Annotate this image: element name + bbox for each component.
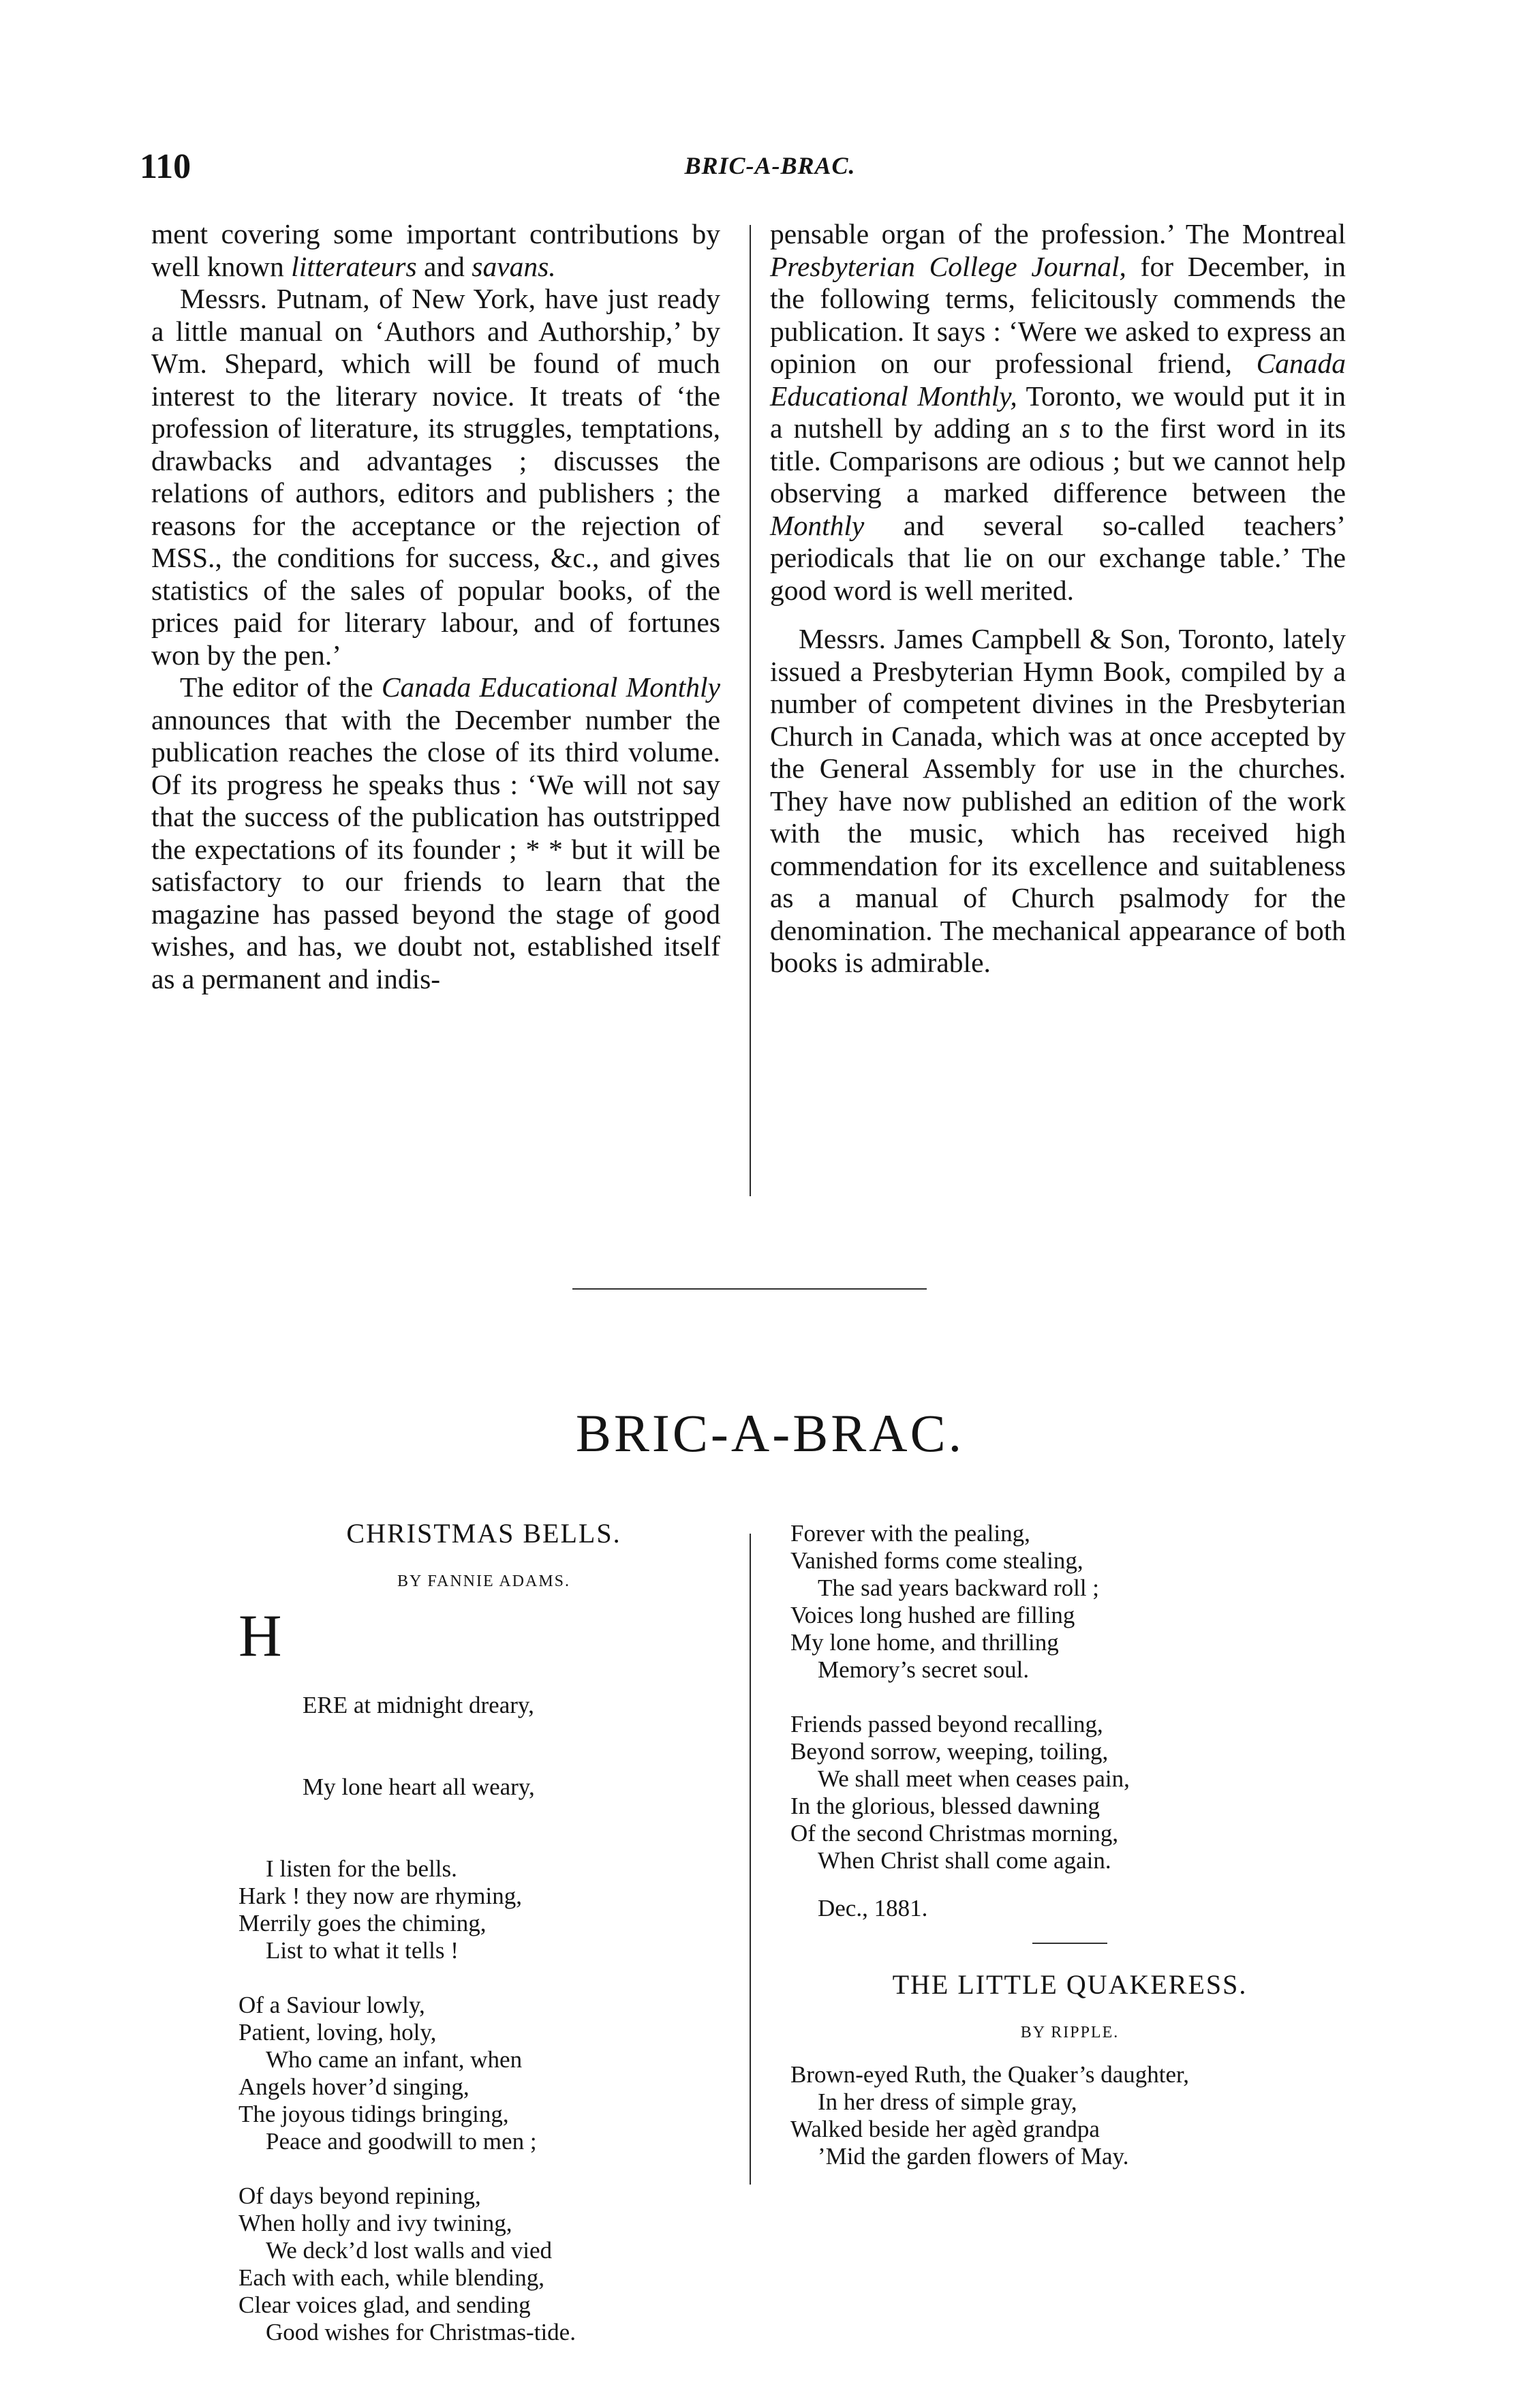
section-separator bbox=[572, 1288, 927, 1290]
poem-stanza bbox=[790, 1711, 1349, 1874]
poem-line: In the glorious, blessed dawning bbox=[790, 1793, 1100, 1819]
poem-stanza bbox=[790, 2061, 1349, 2170]
poem-line: Brown-eyed Ruth, the Quaker’s daughter, bbox=[790, 2061, 1190, 2088]
paragraph-continuation: ment covering some important contributions by well known litterateurs and savans. bbox=[151, 218, 720, 282]
column-divider bbox=[750, 225, 751, 1196]
poem-title: THE LITTLE QUAKERESS. bbox=[892, 1969, 1248, 2000]
poem-line: List to what it tells ! bbox=[266, 1937, 459, 1964]
poem-line: Angels hover’d singing, bbox=[238, 2073, 469, 2100]
paragraph-canada-monthly: The editor of the Canada Educational Monthly announces that with the December number the publication reaches the close of its third volume. Of its progress he speaks thus : ‘We will not say that the success of the publication has outstripped the expectations of its founder ; * * but it will be satisfactory to our friends to learn that the magazine has passed beyond the stage of good wishes, and has, we doubt not, established itself as a permanent and indis- bbox=[151, 671, 721, 994]
poem-stanza bbox=[238, 1603, 729, 1964]
poem-line: Forever with the pealing, bbox=[790, 1520, 1030, 1547]
poem-line: Patient, loving, holy, bbox=[238, 2019, 437, 2046]
section-title: BRIC-A-BRAC. bbox=[575, 1403, 965, 1463]
poem-line: When Christ shall come again. bbox=[818, 1847, 1111, 1874]
paragraph-journal-review: pensable organ of the profession.’ The Montreal Presbyterian College Journal, for December, in the following terms, felicitously commends the publication. It says : ‘Were we asked to express an opinion on our professional friend, Canada Educational Monthly, Toronto, we would put it in a nutshell by adding an s to the first word in its title. Comparisons are odious ; but we cannot help observing a marked difference between the Monthly and several so-called teachers’ periodicals that lie on our exchange table.’ The good word is well merited. bbox=[770, 218, 1346, 606]
poem-line: Of a Saviour lowly, bbox=[238, 1992, 425, 2018]
poem-line: In her dress of simple gray, bbox=[818, 2088, 1077, 2115]
poem-continuation-column bbox=[790, 1520, 1349, 2198]
page-number: 110 bbox=[140, 147, 191, 186]
poem-stanza bbox=[238, 2183, 729, 2346]
poem-title: CHRISTMAS BELLS. bbox=[346, 1518, 621, 1549]
right-column bbox=[770, 218, 1346, 979]
poem-line: Walked beside her agèd grandpa bbox=[790, 2116, 1100, 2142]
poem-line: Of days beyond repining, bbox=[238, 2183, 481, 2209]
poem-line: Of the second Christmas morning, bbox=[790, 1820, 1119, 1846]
poem-line: My lone home, and thrilling bbox=[790, 1629, 1059, 1656]
running-head: BRIC-A-BRAC. bbox=[684, 152, 856, 179]
poem-line: The sad years backward roll ; bbox=[818, 1575, 1100, 1601]
poem-date: Dec., 1881. bbox=[818, 1895, 928, 1921]
poem-line: We deck’d lost walls and vied bbox=[266, 2237, 552, 2264]
poem-line: Hark ! they now are rhyming, bbox=[238, 1883, 522, 1909]
poem-line: Clear voices glad, and sending bbox=[238, 2292, 531, 2318]
poem-line: Friends passed beyond recalling, bbox=[790, 1711, 1103, 1737]
poem-line: Beyond sorrow, weeping, toiling, bbox=[790, 1738, 1109, 1765]
poem-column-divider bbox=[750, 1534, 751, 2185]
paragraph-hymn-book: Messrs. James Campbell & Son, Toronto, lately issued a Presbyterian Hymn Book, compiled by a number of competent divines in the Presbyterian Church in Canada, which was at once accepted by the General Assembly for use in the churches. They have now published an edition of the work with the music, which has received high commendation for its excellence and suitableness as a manual of Church psalmody for the denomination. The mechanical appearance of both books is admirable. bbox=[770, 623, 1346, 978]
poem-line: ’Mid the garden flowers of May. bbox=[818, 2143, 1129, 2170]
poem-line: Voices long hushed are filling bbox=[790, 1602, 1075, 1628]
poem-line: I listen for the bells. bbox=[266, 1855, 457, 1882]
left-column bbox=[151, 218, 720, 995]
poem-line: Vanished forms come stealing, bbox=[790, 1547, 1083, 1574]
poem-christmas-bells bbox=[238, 1520, 729, 2373]
poem-stanza bbox=[238, 1992, 729, 2155]
poem-author: BY RIPPLE. bbox=[1020, 2024, 1120, 2041]
poem-line: ERE at midnight dreary, bbox=[303, 1692, 534, 1718]
poem-line: Each with each, while blending, bbox=[238, 2264, 545, 2291]
poem-line: We shall meet when ceases pain, bbox=[818, 1765, 1130, 1792]
poem-line: Who came an infant, when bbox=[266, 2046, 523, 2073]
poem-separator bbox=[1032, 1943, 1107, 1944]
poem-line: Peace and goodwill to men ; bbox=[266, 2128, 537, 2155]
poem-author: BY FANNIE ADAMS. bbox=[397, 1572, 571, 1590]
paragraph-putnam: Messrs. Putnam, of New York, have just ready a little manual on ‘Authors and Authorship,’ by Wm. Shepard, which will be found of much interest to the literary novice. It treats of ‘the profession of literature, its struggles, temptations, drawbacks and advantages ; discusses the relations of authors, editors and publishers ; the reasons for the acceptance or the rejection of MSS., the conditions for success, &c., and gives statistics of the sales of popular books, of the prices paid for literary labour, and of fortunes won by the pen.’ bbox=[151, 283, 720, 671]
poem-first-lines bbox=[238, 1603, 729, 1855]
poem-line: My lone heart all weary, bbox=[303, 1774, 535, 1800]
drop-cap: H bbox=[238, 1603, 282, 1669]
poem-line: Good wishes for Christmas-tide. bbox=[266, 2319, 576, 2345]
poem-line: The joyous tidings bringing, bbox=[238, 2101, 509, 2127]
poem-stanza bbox=[790, 1520, 1349, 1684]
poem-line: Merrily goes the chiming, bbox=[238, 1910, 487, 1936]
poem-line: Memory’s secret soul. bbox=[818, 1656, 1030, 1683]
poem-line: When holly and ivy twining, bbox=[238, 2210, 512, 2236]
